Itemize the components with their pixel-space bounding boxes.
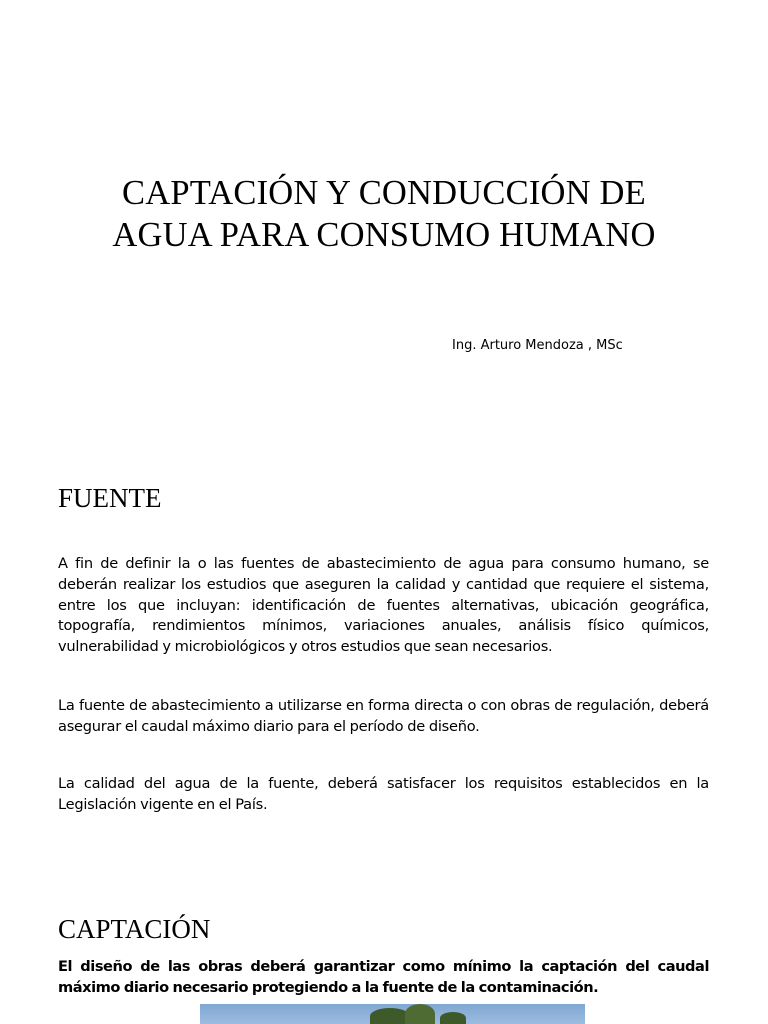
tree-shape xyxy=(440,1012,466,1024)
paragraph-diseno-obras: El diseño de las obras deberá garantizar como mínimo la captación del caudal máximo diario necesario protegiendo a la fuente de la contaminación. xyxy=(58,958,709,996)
tree-shape xyxy=(370,1008,410,1024)
slide-title xyxy=(0,0,768,440)
paragraph-caudal-maximo: La fuente de abastecimiento a utilizarse en forma directa o con obras de regulación, deberá asegurar el caudal máximo diario para el período de diseño. xyxy=(58,697,709,735)
tree-shape xyxy=(405,1004,435,1024)
section-heading-fuente: FUENTE xyxy=(58,483,162,513)
author-name: Ing. Arturo Mendoza , MSc xyxy=(452,338,623,353)
slide-fuente xyxy=(0,440,768,880)
paragraph-calidad-agua: La calidad del agua de la fuente, deberá satisfacer los requisitos establecidos en la Legislación vigente en el País. xyxy=(58,775,709,813)
captation-photo xyxy=(200,1004,585,1024)
slide-captacion xyxy=(0,880,768,1024)
document-title: CAPTACIÓN Y CONDUCCIÓN DE AGUA PARA CONSUMO HUMANO xyxy=(112,174,656,254)
paragraph-fuentes-estudios: A fin de definir la o las fuentes de abastecimiento de agua para consumo humano, se deberán realizar los estudios que aseguren la calidad y cantidad que requiere el sistema, entre los que incluyan: identificación de fuentes alternativas, ubicación geográfica, topografía, rendimientos mínimos, variaciones anuales, análisis físico químicos, vulnerabilidad y microbiológicos y otros estudios que sean necesarios. xyxy=(58,555,709,656)
section-heading-captacion: CAPTACIÓN xyxy=(58,914,211,944)
